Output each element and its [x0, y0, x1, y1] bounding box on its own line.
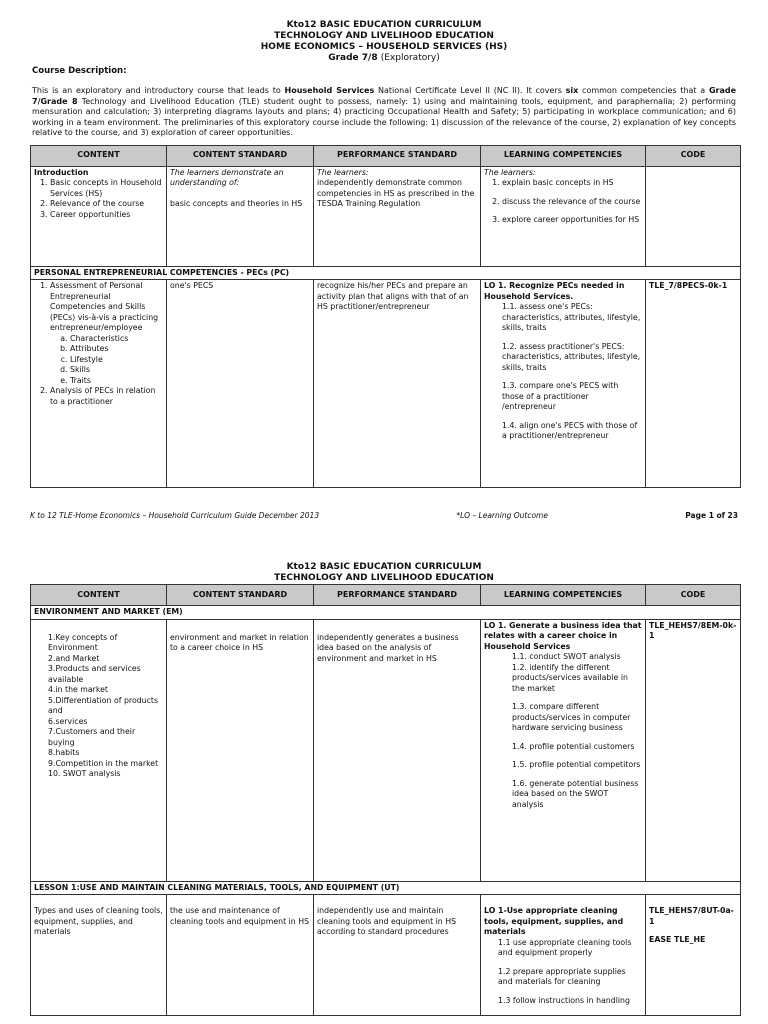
pec-code: TLE_7/8PECS-0k-1	[646, 280, 741, 488]
footer-title: K to 12 TLE-Home Economics – Household Curriculum Guide December 2013	[30, 511, 320, 520]
page-header	[0, 562, 768, 584]
col-code: CODE	[646, 585, 741, 606]
ut-content-standard: the use and maintenance of cleaning tools and equipment in HS	[167, 895, 314, 1016]
section-row: LESSON 1:USE AND MAINTAIN CLEANING MATERIALS, TOOLS, AND EQUIPMENT (UT)	[31, 881, 741, 895]
course-description: This is an exploratory and introductory course that leads to Household Services National Certificate Level II (NC II). It covers six common competencies that a Grade 7/Grade 8 Technology and Livelihood Education (TLE) student ought to possess, namely: 1) using and maintaining tools, equipment, and paraphernalia; 2) performing mensuration and calculation; 3) interpreting diagrams layouts and plans; 4) practicing Occupational Health and Safety; 5) participating in workplace communication; and 6) working in a team environment. The preliminaries of this exploratory course include the following: 1) discussion of the relevance of the course, 2) explanation of key concepts relative to the course, and 3) exploration of career opportunities.	[32, 86, 737, 137]
footer-note: *LO – Learning Outcome	[456, 511, 548, 520]
col-learning-competencies: LEARNING COMPETENCIES	[481, 585, 646, 606]
page-footer	[30, 511, 738, 520]
table-header-row	[31, 145, 741, 166]
header-line-1: Kto12 BASIC EDUCATION CURRICULUM	[286, 562, 482, 572]
header-line-2: TECHNOLOGY AND LIVELIHOOD EDUCATION	[274, 573, 494, 583]
em-content: 1.Key concepts of Environment 2.and Market 3.Products and services available 4.in the market 5.Differentiation of products and 6.services 7.Customers and their buying 8.habits 9.Competition in the market 10. SWOT analysis	[31, 619, 167, 881]
col-content-standard: CONTENT STANDARD	[167, 585, 314, 606]
header-grade: Grade 7/8 (Exploratory)	[328, 53, 440, 63]
table-row	[31, 166, 741, 266]
ut-code: TLE_HEHS7/8UT-0a-1 EASE TLE_HE	[646, 895, 741, 1016]
section-row: ENVIRONMENT AND MARKET (EM)	[31, 606, 741, 620]
pec-content-standard: one's PECS	[167, 280, 314, 488]
course-description-label: Course Description:	[32, 66, 127, 76]
col-code: CODE	[646, 145, 741, 166]
col-content: CONTENT	[31, 145, 167, 166]
curriculum-table-2	[30, 584, 741, 1016]
intro-content: Introduction 1. Basic concepts in Household Services (HS) 2. Relevance of the course 3. Career opportunities	[31, 166, 167, 266]
pec-learning-competencies: LO 1. Recognize PECs needed in Household Services. 1.1. assess one's PECs: characteristics, attributes, lifestyle, skills, traits 1.2. assess practitioner's PECS: characteristics, attributes, lifestyle, skills, traits 1.3. compare one's PECS with those of a practitioner /entrepreneur 1.4. align one's PECS with those of a practitioner/entrepreneur	[481, 280, 646, 488]
ut-performance-standard: independently use and maintain cleaning tools and equipment in HS according to standard procedures	[314, 895, 481, 1016]
em-performance-standard: independently generates a business idea based on the analysis of environment and market in HS	[314, 619, 481, 881]
page-gap	[0, 532, 768, 562]
col-performance-standard: PERFORMANCE STANDARD	[314, 145, 481, 166]
em-learning-competencies: LO 1. Generate a business idea that relates with a career choice in Household Services 1.1. conduct SWOT analysis 1.2. identify the different products/services available in the market 1.3. compare different products/services in computer hardware servicing business 1.4. profile potential customers 1.5. profile potential competitors 1.6. generate potential business idea based on the SWOT analysis	[481, 619, 646, 881]
pec-performance-standard: recognize his/her PECs and prepare an activity plan that aligns with that of an HS practitioner/entrepreneur	[314, 280, 481, 488]
ut-learning-competencies: LO 1-Use appropriate cleaning tools, equipment, supplies, and materials 1.1 use appropriate cleaning tools and equipment properly 1.2 prepare appropriate supplies and materials for cleaning 1.3 follow instructions in handling	[481, 895, 646, 1016]
header-line-3: HOME ECONOMICS – HOUSEHOLD SERVICES (HS)	[260, 42, 508, 52]
ut-content: Types and uses of cleaning tools, equipment, supplies, and materials	[31, 895, 167, 1016]
intro-code	[646, 166, 741, 266]
header-line-2: TECHNOLOGY AND LIVELIHOOD EDUCATION	[274, 31, 494, 41]
em-code: TLE_HEHS7/8EM-0k-1	[646, 619, 741, 881]
table-header-row	[31, 585, 741, 606]
curriculum-table-1	[30, 145, 741, 489]
pec-content: 1. Assessment of Personal Entrepreneurial Competencies and Skills (PECs) vis-à-vis a practicing entrepreneur/employee a. Characteristics b. Attributes c. Lifestyle d. Skills e. Traits 2. Analysis of PECs in relation to a practitioner	[31, 280, 167, 488]
header-line-1: Kto12 BASIC EDUCATION CURRICULUM	[286, 20, 482, 30]
footer-page-number: Page 1 of 23	[685, 511, 738, 520]
col-learning-competencies: LEARNING COMPETENCIES	[481, 145, 646, 166]
intro-content-standard: The learners demonstrate an understanding of: basic concepts and theories in HS	[167, 166, 314, 266]
section-row: PERSONAL ENTREPRENEURIAL COMPETENCIES - PECs (PC)	[31, 266, 741, 280]
intro-learning-competencies: The learners: 1. explain basic concepts in HS 2. discuss the relevance of the course 3. explore career opportunities for HS	[481, 166, 646, 266]
col-performance-standard: PERFORMANCE STANDARD	[314, 585, 481, 606]
intro-performance-standard: The learners: independently demonstrate common competencies in HS as prescribed in the TESDA Training Regulation	[314, 166, 481, 266]
col-content: CONTENT	[31, 585, 167, 606]
em-content-standard: environment and market in relation to a career choice in HS	[167, 619, 314, 881]
col-content-standard: CONTENT STANDARD	[167, 145, 314, 166]
page-2	[0, 562, 768, 1024]
table-row	[31, 619, 741, 881]
table-row	[31, 280, 741, 488]
page-header	[0, 0, 768, 64]
table-row	[31, 895, 741, 1016]
